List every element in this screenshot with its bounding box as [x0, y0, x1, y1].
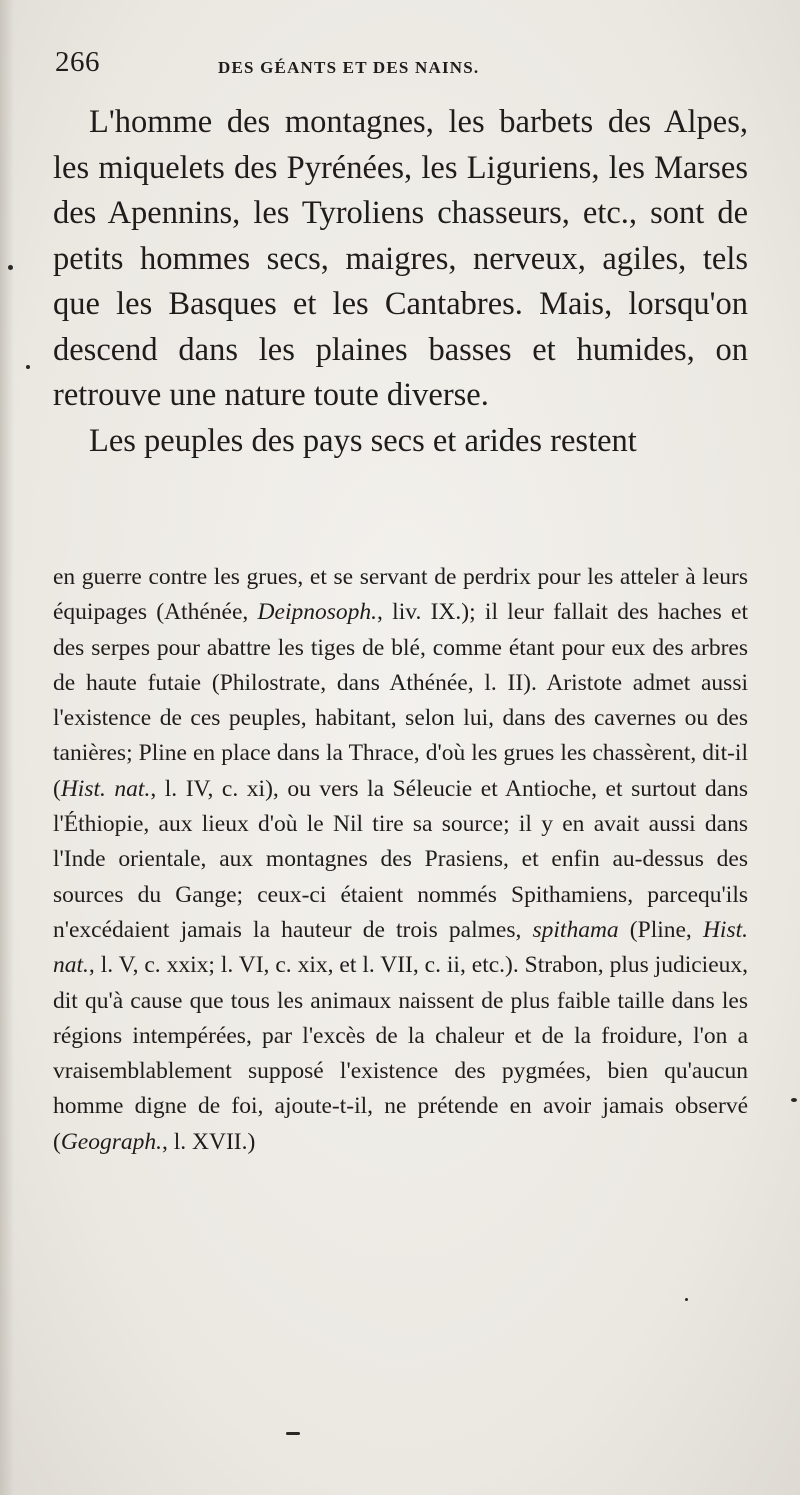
- footnote-citation-geograph: Geograph.: [60, 1128, 162, 1155]
- main-text: [53, 100, 748, 464]
- footnote-citation-hist-nat: Hist. nat.: [53, 916, 748, 979]
- footnote-text: , l. XVII.): [162, 1128, 256, 1155]
- running-title: DES GÉANTS ET DES NAINS.: [218, 58, 480, 77]
- ink-speck: [791, 1098, 797, 1102]
- ink-speck: [286, 1432, 300, 1435]
- paragraph-mountain-peoples: L'homme des montagnes, les barbets des Alpes, les miquelets des Pyrénées, les Liguriens, les Marses des Apennins, les Tyroliens chasseurs, etc., sont de petits hommes secs, maigres, nerveux, agiles, tels que les Basques et les Cantabres. Mais, lorsqu'on descend dans les plaines basses et humides, on retrouve une nature toute diverse.: [53, 104, 748, 413]
- footnote-text: , l. IV, c. xi), ou vers la Séleucie et Antioche, et surtout dans l'Éthiopie, aux lieux d'où le Nil tire sa source; il y en avait aussi dans l'Inde orientale, aux montagnes des Prasiens, et enfin au-dessus des sources du Gange; ceux-ci étaient nommés Spithamiens, parcequ'ils n'excédaient jamais la hauteur de trois palmes,: [53, 775, 748, 943]
- ink-speck: [8, 265, 13, 270]
- footnote: [53, 560, 748, 1160]
- running-head: [55, 46, 755, 86]
- ink-speck: [685, 1298, 688, 1301]
- footnote-citation-deipnosoph: Deipnosoph.: [257, 599, 377, 626]
- page-number: 266: [55, 46, 100, 78]
- footnote-text: , l. V, c. xxix; l. VI, c. xix, et l. VII, c. ii, etc.). Strabon, plus judicieux, dit qu'à cause que tous les animaux naissent de plus faible taille dans les régions intempérées, par l'excès de la chaleur et de la froidure, l'on a vraisemblablement supposé l'existence des pygmées, bien qu'aucun homme digne de foi, ajoute-t-il, ne prétende en avoir jamais observé (: [53, 952, 748, 1155]
- footnote-citation-hist-nat: Hist. nat.: [60, 775, 151, 802]
- footnote-text: (Pline,: [618, 916, 703, 943]
- footnote-text: , liv. IX.); il leur fallait des haches et des serpes pour abattre les tiges de blé, comme étant pour eux des arbres de haute futaie (Philostrate, dans Athénée, l. II). Aristote admet aussi l'existence de ces peuples, habitant, selon lui, dans des cavernes ou des tanières; Pline en place dans la Thrace, d'où les grues les chassèrent, dit-il (: [53, 599, 748, 802]
- page-gutter-shadow: [0, 0, 14, 1495]
- ink-speck: [26, 365, 30, 369]
- footnote-text: en guerre contre les grues, et se servant de perdrix pour les atteler à leurs équipages (Athénée,: [53, 564, 748, 626]
- paragraph-dry-countries: Les peuples des pays secs et arides restent: [89, 422, 637, 459]
- footnote-term-spithama: spithama: [532, 916, 619, 943]
